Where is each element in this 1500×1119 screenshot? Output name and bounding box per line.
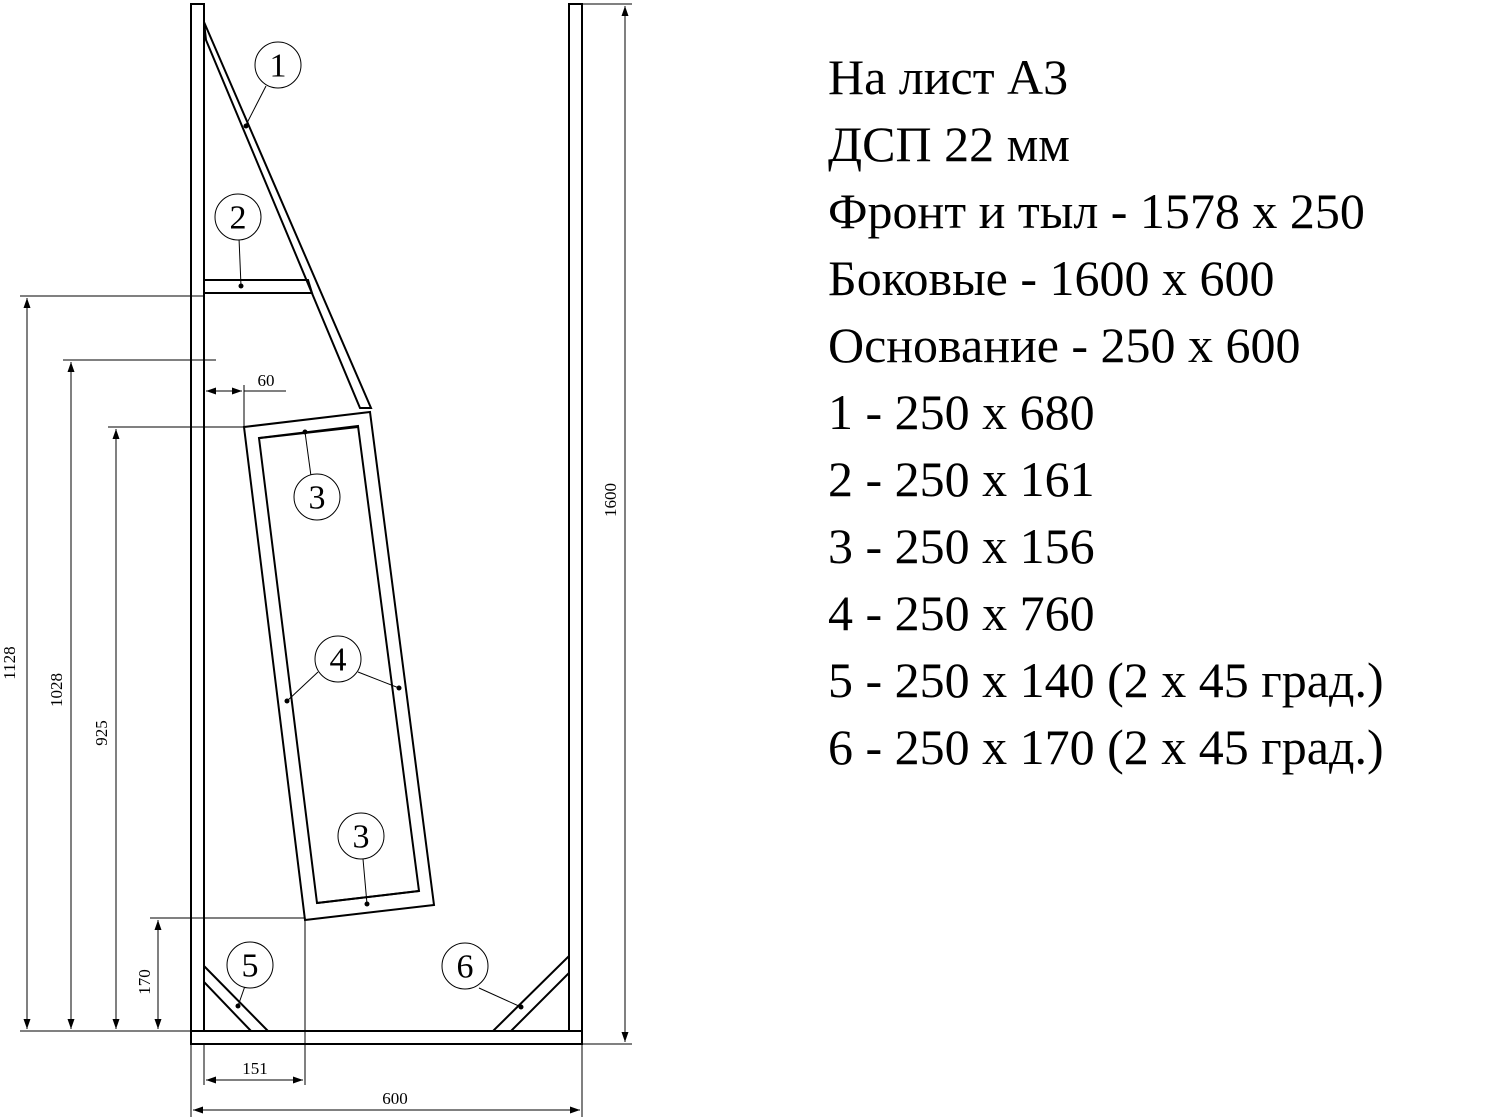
dot-3-top — [303, 430, 308, 435]
dim-text-1128: 1128 — [0, 646, 19, 680]
dim-text-600: 600 — [382, 1089, 408, 1108]
leader-4-right — [358, 672, 399, 688]
dim-text-925: 925 — [92, 720, 111, 746]
part-label-5: 5 — [241, 947, 259, 985]
leader-4-left — [287, 672, 318, 701]
dim-text-170: 170 — [135, 969, 154, 995]
part-label-3-bottom: 3 — [352, 818, 370, 856]
leader-6 — [479, 988, 521, 1007]
dot-4-left — [285, 699, 290, 704]
dim-text-1600: 1600 — [601, 483, 620, 517]
specification-list — [828, 44, 1384, 781]
spec-line-part-4: 4 - 250 х 760 — [828, 585, 1095, 641]
right-wall — [569, 4, 582, 1031]
spec-line-part-5: 5 - 250 х 140 (2 х 45 град.) — [828, 652, 1384, 708]
dot-5 — [236, 1004, 241, 1009]
leader-2 — [239, 238, 241, 286]
spec-line-material: ДСП 22 мм — [828, 116, 1070, 172]
part-label-2: 2 — [229, 199, 247, 237]
spec-line-part-2: 2 - 250 х 161 — [828, 451, 1095, 507]
base-panel — [191, 1031, 582, 1044]
part-3-bottom-line — [317, 891, 419, 903]
dot-2 — [239, 284, 244, 289]
leader-1 — [246, 86, 266, 125]
dot-3-bottom — [365, 902, 370, 907]
part-label-4: 4 — [329, 641, 347, 679]
left-wall — [191, 4, 204, 1031]
part-label-6: 6 — [456, 948, 474, 986]
dim-text-60: 60 — [257, 371, 275, 390]
part-6-brace — [493, 956, 569, 1031]
dot-1 — [244, 124, 249, 129]
leader-3-top — [305, 432, 311, 476]
spec-line-sheet: На лист А3 — [828, 49, 1069, 105]
spec-line-part-6: 6 - 250 х 170 (2 х 45 град.) — [828, 719, 1384, 775]
part-label-3-top: 3 — [308, 479, 326, 517]
dim-text-1028: 1028 — [47, 673, 66, 707]
dot-6 — [519, 1005, 524, 1010]
dim-text-151: 151 — [242, 1059, 268, 1078]
dot-4-right — [397, 686, 402, 691]
spec-line-part-3: 3 - 250 х 156 — [828, 518, 1095, 574]
part-label-1: 1 — [269, 47, 287, 85]
spec-line-part-1: 1 - 250 х 680 — [828, 384, 1095, 440]
part-2-brace — [204, 280, 312, 293]
spec-line-base: Основание - 250 х 600 — [828, 317, 1301, 373]
spec-line-sides: Боковые - 1600 х 600 — [828, 250, 1275, 306]
spec-line-front-back: Фронт и тыл - 1578 х 250 — [828, 183, 1365, 239]
part-3-top-line — [260, 427, 358, 438]
